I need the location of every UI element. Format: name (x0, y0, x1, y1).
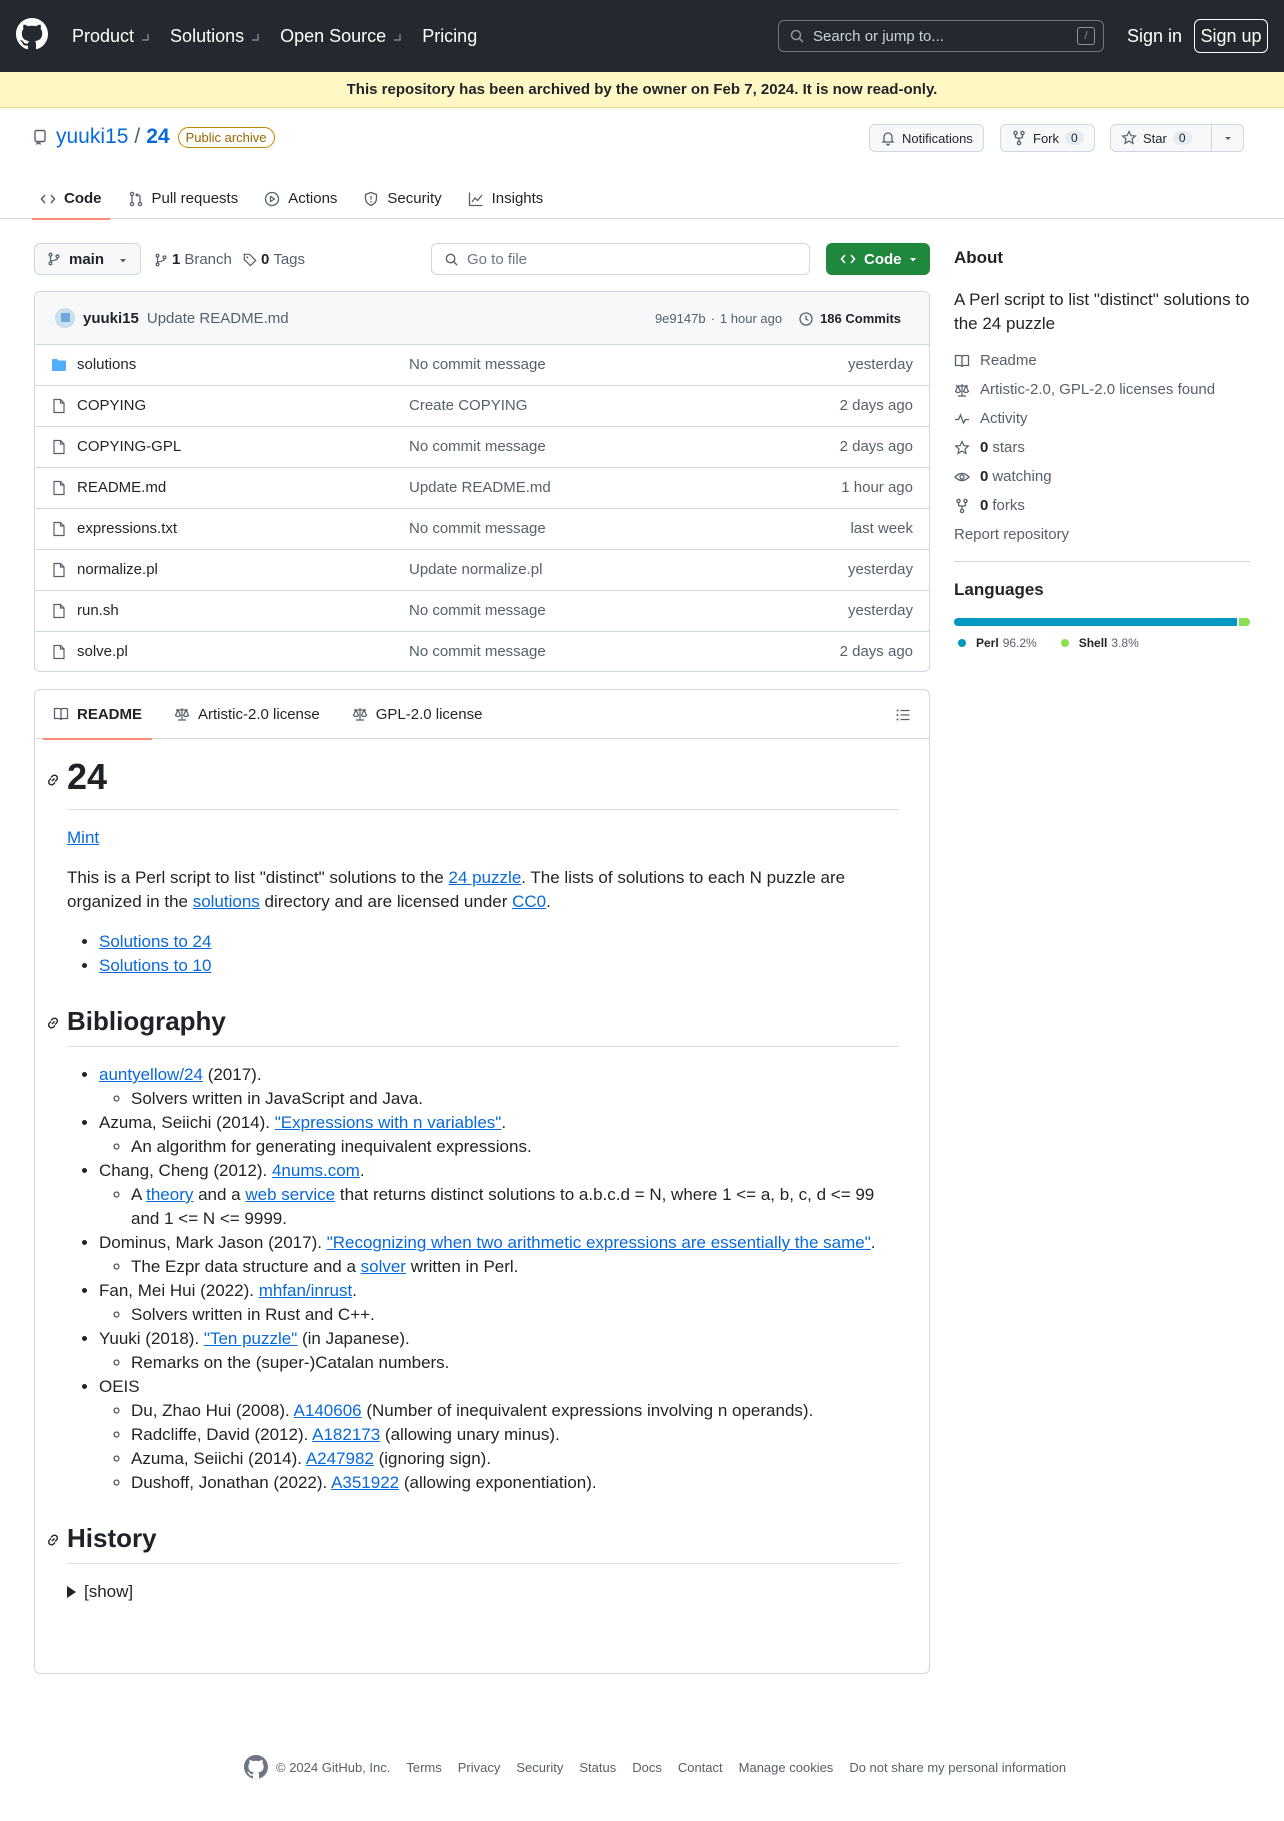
footer-link[interactable]: Status (579, 1759, 617, 1775)
page-footer (244, 1755, 1082, 1779)
licenses-link-label: Artistic-2.0, GPL-2.0 licenses found (980, 381, 1216, 398)
list-item (99, 1327, 899, 1375)
history-heading-text: History (67, 1523, 157, 1553)
github-logo-icon[interactable] (244, 1755, 268, 1779)
list-item (131, 1447, 899, 1471)
file-icon (51, 480, 67, 496)
bib-text: Fan, Mei Hui (2022). (99, 1281, 259, 1300)
file-browser (34, 291, 930, 672)
bib-link-theory[interactable]: theory (146, 1185, 194, 1204)
fork-icon (954, 498, 970, 514)
activity-link[interactable] (954, 410, 1028, 427)
file-icon (51, 439, 67, 455)
sidebar-divider (954, 561, 1250, 562)
nav-pricing-label: Pricing (422, 25, 478, 46)
nav-solutions[interactable] (170, 26, 260, 47)
tag-count: 0 (261, 251, 270, 268)
intro-text: This is a Perl script to list "distinct" solutions to the (67, 868, 449, 887)
oeis-link[interactable]: A351922 (331, 1473, 400, 1492)
chevron-down-icon (392, 31, 402, 41)
bib-text: (allowing unary minus). (380, 1425, 560, 1444)
file-commit-date: last week (850, 520, 913, 537)
code-icon (840, 251, 856, 267)
list-item (131, 1399, 899, 1423)
file-commit-message[interactable]: Update normalize.pl (409, 561, 543, 578)
list-item (99, 1063, 899, 1111)
list-item (99, 1231, 899, 1279)
commit-meta-separator: · (710, 311, 715, 326)
file-commit-message[interactable]: No commit message (409, 602, 546, 619)
file-commit-date: 2 days ago (839, 438, 913, 455)
list-item (99, 1111, 899, 1159)
watching-link[interactable] (954, 468, 1052, 485)
bib-text: (allowing exponentiation). (399, 1473, 597, 1492)
language-percent: 3.8% (1111, 636, 1139, 650)
language-percent: 96.2% (1002, 636, 1037, 650)
bib-text: . (352, 1281, 357, 1300)
nav-open-source-label: Open Source (280, 25, 387, 46)
bib-text: written in Perl. (405, 1257, 519, 1276)
list-item (131, 1183, 899, 1231)
star-icon (954, 440, 970, 456)
bib-link-ten-puzzle[interactable]: "Ten puzzle" (203, 1329, 298, 1348)
bib-text: Dominus, Mark Jason (2017). (99, 1233, 327, 1252)
file-row[interactable] (35, 550, 929, 591)
fork-icon (1011, 130, 1027, 146)
star-count: 0 (1173, 131, 1192, 145)
nav-product[interactable] (72, 26, 150, 47)
chevron-down-icon (250, 31, 260, 41)
list-item (99, 1279, 899, 1327)
eye-icon (954, 469, 970, 485)
licenses-link[interactable] (954, 381, 1215, 398)
forks-count: 0 (980, 497, 989, 514)
file-row[interactable] (35, 345, 929, 386)
tab-actions[interactable] (256, 178, 345, 219)
file-name[interactable]: solutions (77, 356, 137, 373)
file-row[interactable] (35, 386, 929, 427)
file-icon (51, 603, 67, 619)
file-icon (51, 562, 67, 578)
tab-security[interactable] (355, 178, 449, 219)
language-item[interactable] (958, 636, 1037, 650)
bib-text: that returns distinct solutions to a.b.c.d = N, where 1 <= a, b, c, d <= 99 and 1 <= N <= 9999. (131, 1185, 875, 1228)
language-color-dot (958, 639, 966, 647)
nav-open-source[interactable] (280, 26, 402, 47)
list-item (131, 1471, 899, 1495)
footer-link[interactable]: Contact (677, 1759, 723, 1775)
file-icon (51, 398, 67, 414)
footer-link[interactable]: Do not share my personal information (849, 1759, 1067, 1775)
list-item (131, 1255, 899, 1279)
language-bar-segment (954, 618, 1237, 626)
file-commit-message[interactable]: Update README.md (409, 479, 551, 496)
bib-link-inrust[interactable]: mhfan/inrust (258, 1281, 353, 1300)
tab-security-label: Security (387, 190, 442, 207)
tab-pull-requests[interactable] (120, 178, 247, 219)
notifications-label: Notifications (902, 130, 973, 146)
shield-icon (363, 191, 379, 207)
repo-separator: / (134, 125, 141, 148)
link-24-puzzle[interactable]: 24 puzzle (448, 868, 522, 887)
nav-solutions-label: Solutions (170, 25, 245, 46)
file-name[interactable]: COPYING-GPL (77, 438, 182, 455)
activity-link-label: Activity (980, 410, 1028, 427)
file-list (35, 345, 929, 672)
chevron-down-icon (140, 31, 150, 41)
tab-code-label: Code (64, 190, 102, 207)
list-item: ◦ An algorithm for generating inequivalent expressions. (131, 1135, 899, 1159)
tab-artistic-license[interactable] (172, 690, 322, 739)
code-button-label: Code (864, 250, 902, 268)
tab-gpl-license-label: GPL-2.0 license (375, 705, 483, 723)
tab-insights[interactable] (460, 178, 552, 219)
branch-count-label: Branch (184, 251, 232, 268)
repo-title (32, 125, 275, 149)
bib-text: (Number of inequivalent expressions involving n operands). (361, 1401, 814, 1420)
top-nav (72, 0, 497, 72)
go-to-file-input[interactable] (431, 243, 810, 275)
bibliography-list (67, 1063, 899, 1495)
history-summary: [show] (84, 1582, 134, 1601)
bib-text: (in Japanese). (297, 1329, 410, 1348)
tag-icon (243, 253, 257, 267)
language-color-dot (1061, 639, 1069, 647)
language-name: Perl (976, 636, 999, 650)
footer-link[interactable]: Terms (406, 1759, 442, 1775)
mint-link[interactable]: Mint (67, 828, 100, 847)
tab-actions-label: Actions (288, 190, 338, 207)
bib-text: Yuuki (2018). (99, 1329, 204, 1348)
file-commit-date: yesterday (847, 561, 913, 578)
book-icon (954, 353, 970, 369)
stars-count: 0 (980, 439, 989, 456)
fork-label: Fork (1033, 130, 1059, 146)
fork-count: 0 (1065, 131, 1084, 145)
file-commit-date: yesterday (847, 356, 913, 373)
language-list (958, 636, 1163, 650)
nav-pricing[interactable] (422, 26, 477, 47)
law-icon (352, 706, 368, 722)
triangle-down-icon (118, 256, 128, 266)
pulse-icon (954, 411, 970, 427)
link-icon[interactable] (45, 1532, 61, 1548)
code-icon (40, 191, 56, 207)
bibliography-heading-text: Bibliography (67, 1006, 226, 1036)
triangle-down-icon (1223, 133, 1233, 143)
file-row[interactable] (35, 468, 929, 509)
star-button[interactable] (1110, 124, 1212, 152)
footer-link[interactable]: Manage cookies (738, 1759, 834, 1775)
file-commit-date: yesterday (847, 602, 913, 619)
commit-time: 1 hour ago (719, 311, 783, 326)
bib-text: . (501, 1113, 507, 1132)
readme-link[interactable] (954, 352, 1037, 369)
forks-label: forks (992, 497, 1025, 514)
public-archive-badge: Public archive (178, 127, 275, 148)
bib-link-solver[interactable]: solver (360, 1257, 406, 1276)
file-commit-message[interactable]: No commit message (409, 438, 546, 455)
file-name[interactable]: README.md (77, 479, 167, 496)
file-commit-message[interactable]: No commit message (409, 643, 546, 660)
tab-artistic-license-label: Artistic-2.0 license (198, 705, 320, 723)
report-repository-link[interactable]: Report repository (954, 526, 1070, 543)
link-solutions-10[interactable]: Solutions to 10 (99, 956, 212, 975)
star-label: Star (1143, 130, 1167, 146)
branch-name: main (69, 250, 105, 268)
bell-icon (880, 130, 896, 146)
search-placeholder: Search or jump to... (813, 27, 944, 45)
branch-icon (154, 253, 168, 267)
tab-pull-requests-label: Pull requests (151, 190, 239, 207)
archive-banner: This repository has been archived by the owner on Feb 7, 2024. It is now read-only. (0, 72, 1284, 108)
bib-text: . (870, 1233, 876, 1252)
file-commit-date: 2 days ago (839, 397, 913, 414)
fork-button[interactable] (1000, 124, 1095, 152)
mint-paragraph (67, 826, 899, 850)
list-item (131, 1423, 899, 1447)
file-name[interactable]: expressions.txt (77, 520, 178, 537)
oeis-link[interactable]: A182173 (312, 1425, 381, 1444)
latest-commit-bar (35, 292, 929, 345)
readme-content (67, 755, 899, 1604)
stars-label: stars (992, 439, 1025, 456)
tab-readme[interactable] (51, 690, 144, 739)
link-cc0[interactable]: CC0 (512, 892, 547, 911)
repo-owner-link[interactable]: yuuki15 (56, 125, 129, 148)
tab-readme-label: README (77, 705, 143, 723)
language-bar-segment (1239, 618, 1250, 626)
about-description: A Perl script to list "distinct" solutions to the 24 puzzle (954, 290, 1250, 333)
law-icon (954, 382, 970, 398)
languages-heading: Languages (954, 580, 1044, 599)
readme-link-label: Readme (980, 352, 1037, 369)
file-commit-message[interactable]: No commit message (409, 356, 546, 373)
search-shortcut-key: / (1077, 27, 1095, 45)
file-icon (51, 521, 67, 537)
bib-text: Dushoff, Jonathan (2022). (131, 1473, 332, 1492)
commit-author[interactable]: yuuki15 (83, 309, 139, 327)
notifications-button[interactable] (869, 124, 984, 152)
bib-text: Radcliffe, David (2012). (131, 1425, 313, 1444)
sign-up-button[interactable]: Sign up (1194, 19, 1268, 53)
tag-count-label: Tags (273, 251, 306, 268)
solutions-list (67, 930, 899, 978)
repo-tabs (32, 178, 561, 219)
branch-icon (47, 252, 61, 266)
file-row[interactable] (35, 509, 929, 550)
language-name: Shell (1078, 636, 1108, 650)
commit-history-link[interactable] (798, 311, 901, 327)
search-icon (789, 28, 805, 44)
list-item: ◦ Solvers written in Rust and C++. (131, 1303, 899, 1327)
bib-text: Du, Zhao Hui (2008). (131, 1401, 294, 1420)
list-item (99, 930, 899, 954)
play-circle-icon (264, 191, 280, 207)
bibliography-heading (67, 1004, 899, 1047)
bib-link-expressions[interactable]: "Expressions with n variables" (274, 1113, 502, 1132)
file-row[interactable] (35, 632, 929, 672)
list-item (99, 954, 899, 978)
file-name[interactable]: normalize.pl (77, 561, 158, 578)
footer-link[interactable]: Privacy (457, 1759, 501, 1775)
star-list-dropdown[interactable] (1211, 124, 1244, 152)
oeis-list (99, 1399, 899, 1495)
bib-text: and a (193, 1185, 246, 1204)
triangle-down-icon (908, 255, 918, 265)
readme-tabs (35, 690, 929, 739)
oeis-link[interactable]: A140606 (293, 1401, 362, 1420)
file-commit-date: 1 hour ago (841, 479, 913, 496)
branch-count: 1 (172, 251, 181, 268)
bib-text: The Ezpr data structure and a (131, 1257, 361, 1276)
watching-label: watching (992, 468, 1052, 485)
watching-count: 0 (980, 468, 989, 485)
readme-title (67, 755, 899, 810)
go-to-file-placeholder: Go to file (467, 250, 528, 268)
link-icon[interactable] (45, 772, 61, 788)
bib-text: (2017). (202, 1065, 262, 1084)
link-icon[interactable] (45, 1015, 61, 1031)
sign-in-link[interactable]: Sign in (1127, 26, 1183, 46)
forks-link[interactable] (954, 497, 1025, 514)
tab-code[interactable] (32, 178, 110, 219)
avatar[interactable] (55, 308, 75, 328)
list-item: ◦ Solvers written in JavaScript and Java. (131, 1087, 899, 1111)
footer-link[interactable]: Security (516, 1759, 564, 1775)
bib-link-dominus[interactable]: "Recognizing when two arithmetic expressions are essentially the same" (326, 1233, 871, 1252)
link-solutions-dir[interactable]: solutions (192, 892, 260, 911)
footer-copyright: © 2024 GitHub, Inc. (276, 1759, 391, 1775)
language-item[interactable] (1061, 636, 1139, 650)
branches-link[interactable] (154, 251, 232, 268)
tab-insights-label: Insights (491, 190, 544, 207)
file-name[interactable]: run.sh (77, 602, 119, 619)
intro-text: . The lists of solutions to each N puzzle are organized in the (67, 868, 846, 911)
search-input[interactable] (778, 20, 1104, 52)
stars-link[interactable] (954, 439, 1025, 456)
commit-meta (655, 292, 901, 345)
repo-name-link[interactable]: 24 (146, 125, 170, 148)
bib-text: (ignoring sign). (373, 1449, 492, 1468)
graph-icon (468, 191, 484, 207)
repo-header (0, 108, 1284, 219)
pull-request-icon (128, 191, 144, 207)
search-icon (444, 252, 459, 267)
star-icon (1121, 130, 1137, 146)
book-icon (53, 706, 69, 722)
file-name[interactable]: solve.pl (77, 643, 128, 660)
link-solutions-24[interactable]: Solutions to 24 (99, 932, 212, 951)
bib-text: Azuma, Seiichi (2014). (99, 1113, 275, 1132)
oeis-link[interactable]: A247982 (305, 1449, 374, 1468)
about-heading: About (954, 248, 1004, 267)
intro-text: . (546, 892, 551, 911)
list-item: ◦ Remarks on the (super-)Catalan numbers. (131, 1351, 899, 1375)
commit-hash[interactable]: 9e9147b (654, 311, 706, 326)
history-details-toggle[interactable] (67, 1580, 899, 1604)
file-commit-message[interactable]: Create COPYING (409, 397, 528, 414)
folder-icon (51, 357, 67, 373)
intro-paragraph (67, 866, 899, 914)
list-unordered-icon[interactable] (895, 707, 911, 723)
bib-link-4nums[interactable]: 4nums.com (271, 1161, 360, 1180)
tags-link[interactable] (243, 251, 305, 268)
bib-text: OEIS (99, 1377, 140, 1396)
file-row[interactable] (35, 427, 929, 468)
nav-product-label: Product (72, 25, 135, 46)
file-commit-date: 2 days ago (839, 643, 913, 660)
readme-title-text: 24 (67, 756, 108, 797)
readme-panel (34, 689, 930, 1674)
list-item (99, 1159, 899, 1231)
language-bar (954, 618, 1250, 626)
file-icon (51, 644, 67, 660)
bib-text: Azuma, Seiichi (2014). (131, 1449, 306, 1468)
list-item (99, 1375, 899, 1495)
intro-text: directory and are licensed under (259, 892, 513, 911)
bib-text: Chang, Cheng (2012). (99, 1161, 272, 1180)
history-icon (798, 311, 814, 327)
tab-gpl-license[interactable] (350, 690, 485, 739)
footer-link[interactable]: Docs (632, 1759, 662, 1775)
repo-icon (32, 129, 48, 145)
commit-count: 186 Commits (820, 311, 901, 326)
branch-selector[interactable] (34, 243, 141, 275)
bib-link-auntyellow[interactable]: auntyellow/24 (99, 1065, 203, 1084)
commit-message[interactable]: Update README.md (146, 309, 289, 327)
code-button[interactable] (826, 243, 930, 275)
bib-text: . (359, 1161, 365, 1180)
file-commit-message[interactable]: No commit message (409, 520, 546, 537)
triangle-right-icon (67, 1586, 76, 1598)
law-icon (174, 706, 190, 722)
global-header (0, 0, 1284, 72)
history-heading (67, 1521, 899, 1564)
file-name[interactable]: COPYING (77, 397, 147, 414)
file-row[interactable] (35, 591, 929, 632)
bib-text: A (131, 1185, 147, 1204)
github-logo-icon[interactable] (16, 18, 48, 50)
bib-link-web-service[interactable]: web service (245, 1185, 336, 1204)
